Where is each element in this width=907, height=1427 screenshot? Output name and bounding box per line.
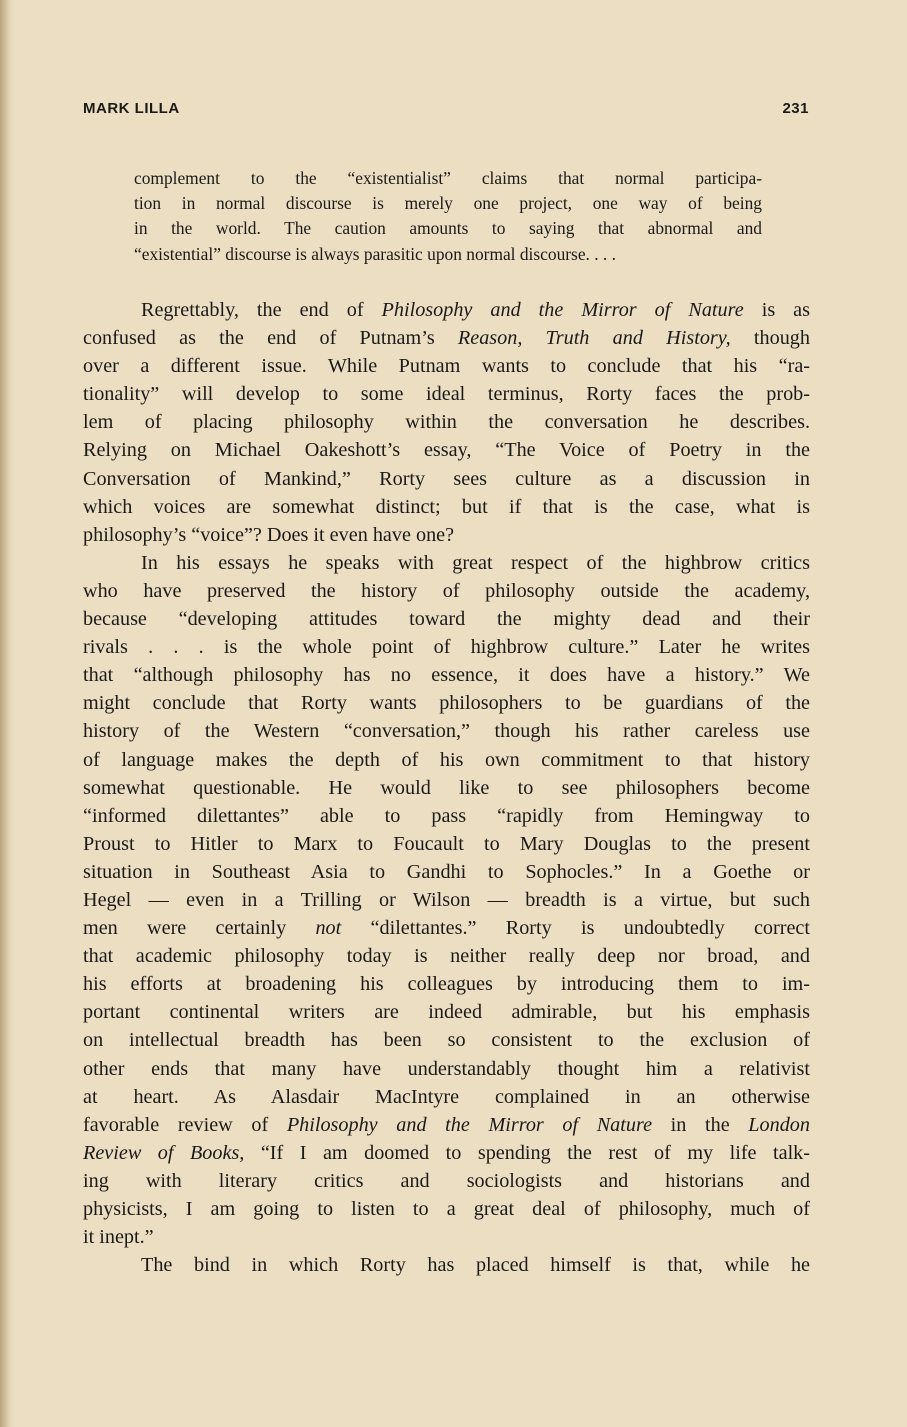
body-line: ing with literary critics and sociologists and historians and	[83, 1169, 810, 1192]
body-line: somewhat questionable. He would like to see philosophers become	[83, 776, 810, 799]
body-line: which voices are somewhat distinct; but if that is the case, what is	[83, 495, 810, 518]
body-line: because “developing attitudes toward the mighty dead and their	[83, 608, 810, 631]
body-line: history of the Western “conversation,” though his rather careless use	[83, 720, 810, 743]
quote-line: in the world. The caution amounts to saying that abnormal and	[134, 218, 762, 239]
body-line: portant continental writers are indeed admirable, but his emphasis	[83, 1001, 810, 1024]
body-line: that academic philosophy today is neither really deep nor broad, and	[83, 945, 810, 968]
body-line: The bind in which Rorty has placed himself is that, while he	[141, 1254, 810, 1277]
body-line: “informed dilettantes” able to pass “rapidly from Hemingway to	[83, 804, 810, 827]
gutter-shadow	[0, 0, 14, 1427]
quote-line: complement to the “existentialist” claims that normal participa-	[134, 168, 762, 188]
body-line: Relying on Michael Oakeshott’s essay, “The Voice of Poetry in the	[83, 439, 810, 462]
running-head	[83, 100, 809, 124]
quote-line: tion in normal discourse is merely one project, one way of being	[134, 193, 762, 214]
body-line: tionality” will develop to some ideal terminus, Rorty faces the prob-	[83, 383, 810, 406]
body-line: Conversation of Mankind,” Rorty sees culture as a discussion in	[83, 467, 810, 490]
body-line: situation in Southeast Asia to Gandhi to Sophocles.” In a Goethe or	[83, 860, 810, 883]
body-line: philosophy’s “voice”? Does it even have one?	[83, 523, 455, 546]
running-head-author: MARK LILLA	[83, 100, 180, 117]
body-line: favorable review of Philosophy and the Mirror of Nature in the London	[83, 1113, 810, 1136]
body-text	[83, 296, 810, 1279]
body-line: confused as the end of Putnam’s Reason, Truth and History, though	[83, 327, 810, 350]
body-line: over a different issue. While Putnam wants to conclude that his “ra-	[83, 355, 810, 378]
body-line: lem of placing philosophy within the conversation he describes.	[83, 411, 810, 434]
body-line: it inept.”	[83, 1226, 154, 1249]
body-line: Hegel — even in a Trilling or Wilson — breadth is a virtue, but such	[83, 888, 810, 911]
body-line: other ends that many have understandably thought him a relativist	[83, 1057, 810, 1080]
body-line: on intellectual breadth has been so consistent to the exclusion of	[83, 1029, 810, 1052]
body-line: at heart. As Alasdair MacIntyre complained in an otherwise	[83, 1085, 810, 1108]
block-quote	[134, 166, 762, 267]
body-line: might conclude that Rorty wants philosophers to be guardians of the	[83, 692, 810, 715]
body-line: physicists, I am going to listen to a great deal of philosophy, much of	[83, 1198, 810, 1220]
body-line: that “although philosophy has no essence, it does have a history.” We	[83, 664, 810, 687]
quote-line: “existential” discourse is always parasitic upon normal discourse. . . .	[134, 243, 616, 264]
body-line: who have preserved the history of philosophy outside the academy,	[83, 579, 810, 602]
body-line: In his essays he speaks with great respect of the highbrow critics	[141, 551, 810, 574]
body-line: of language makes the depth of his own commitment to that history	[83, 748, 810, 771]
body-line: Review of Books, “If I am doomed to spending the rest of my life talk-	[83, 1141, 810, 1164]
body-line: Proust to Hitler to Marx to Foucault to Mary Douglas to the present	[83, 832, 810, 855]
body-line: his efforts at broadening his colleagues by introducing them to im-	[83, 973, 810, 996]
body-line: men were certainly not “dilettantes.” Rorty is undoubtedly correct	[83, 917, 810, 940]
page-number: 231	[782, 100, 809, 117]
body-line: rivals . . . is the whole point of highbrow culture.” Later he writes	[83, 636, 810, 659]
body-line: Regrettably, the end of Philosophy and the Mirror of Nature is as	[141, 299, 810, 321]
